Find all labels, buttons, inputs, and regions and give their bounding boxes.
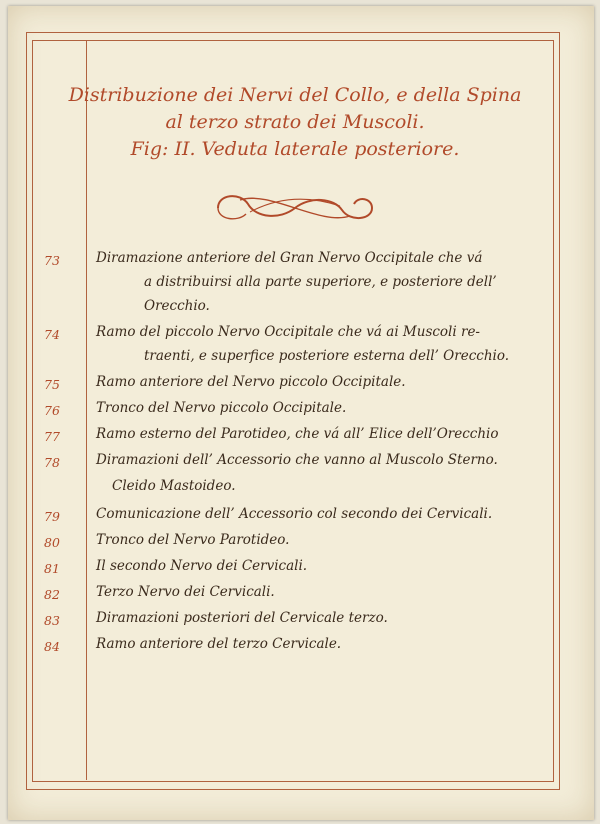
page-title: [60, 82, 530, 163]
entry-number: 80: [44, 535, 60, 550]
entry-text: Ramo del piccolo Nervo Occipitale che vá ai Muscoli re-: [96, 324, 480, 340]
entry-number: 74: [44, 327, 60, 342]
title-line-2: al terzo strato dei Muscoli.: [165, 111, 425, 133]
entry-text: Ramo anteriore del Nervo piccolo Occipitale.: [96, 374, 406, 390]
entry-text: a distribuirsi alla parte superiore, e posteriore dell’: [144, 274, 497, 290]
entry-text: Diramazioni posteriori del Cervicale terzo.: [96, 610, 388, 626]
entry-text: Tronco del Nervo piccolo Occipitale.: [96, 400, 347, 416]
entry-number: 77: [44, 429, 60, 444]
entry-number: 82: [44, 587, 60, 602]
entry-text: Ramo esterno del Parotideo, che vá all’ Elice dell’Orecchio: [96, 426, 499, 442]
entry-text: Orecchio.: [144, 298, 210, 314]
entry-text: Il secondo Nervo dei Cervicali.: [96, 558, 308, 574]
entry-text: Comunicazione dell’ Accessorio col secondo dei Cervicali.: [96, 506, 493, 522]
entry-number: 79: [44, 509, 60, 524]
entry-text: Ramo anteriore del terzo Cervicale.: [96, 636, 342, 652]
entry-text: Cleido Mastoideo.: [112, 478, 236, 494]
entry-text: traenti, e superfice posteriore esterna dell’ Orecchio.: [144, 348, 510, 364]
entry-number: 76: [44, 403, 60, 418]
entry-number: 78: [44, 455, 60, 470]
title-line-1: Distribuzione dei Nervi del Collo, e della Spina: [68, 84, 522, 106]
entry-text: Tronco del Nervo Parotideo.: [96, 532, 290, 548]
title-line-3: Fig: II. Veduta laterale posteriore.: [130, 138, 460, 160]
entry-number: 84: [44, 639, 60, 654]
entry-number: 73: [44, 253, 60, 268]
flourish-ornament: [210, 186, 380, 230]
entry-text: Terzo Nervo dei Cervicali.: [96, 584, 275, 600]
entry-text: Diramazioni dell’ Accessorio che vanno al Muscolo Sterno.: [96, 452, 498, 468]
entry-number: 81: [44, 561, 60, 576]
entry-number: 83: [44, 613, 60, 628]
entry-text: Diramazione anteriore del Gran Nervo Occipitale che vá: [96, 250, 483, 266]
entry-number: 75: [44, 377, 60, 392]
